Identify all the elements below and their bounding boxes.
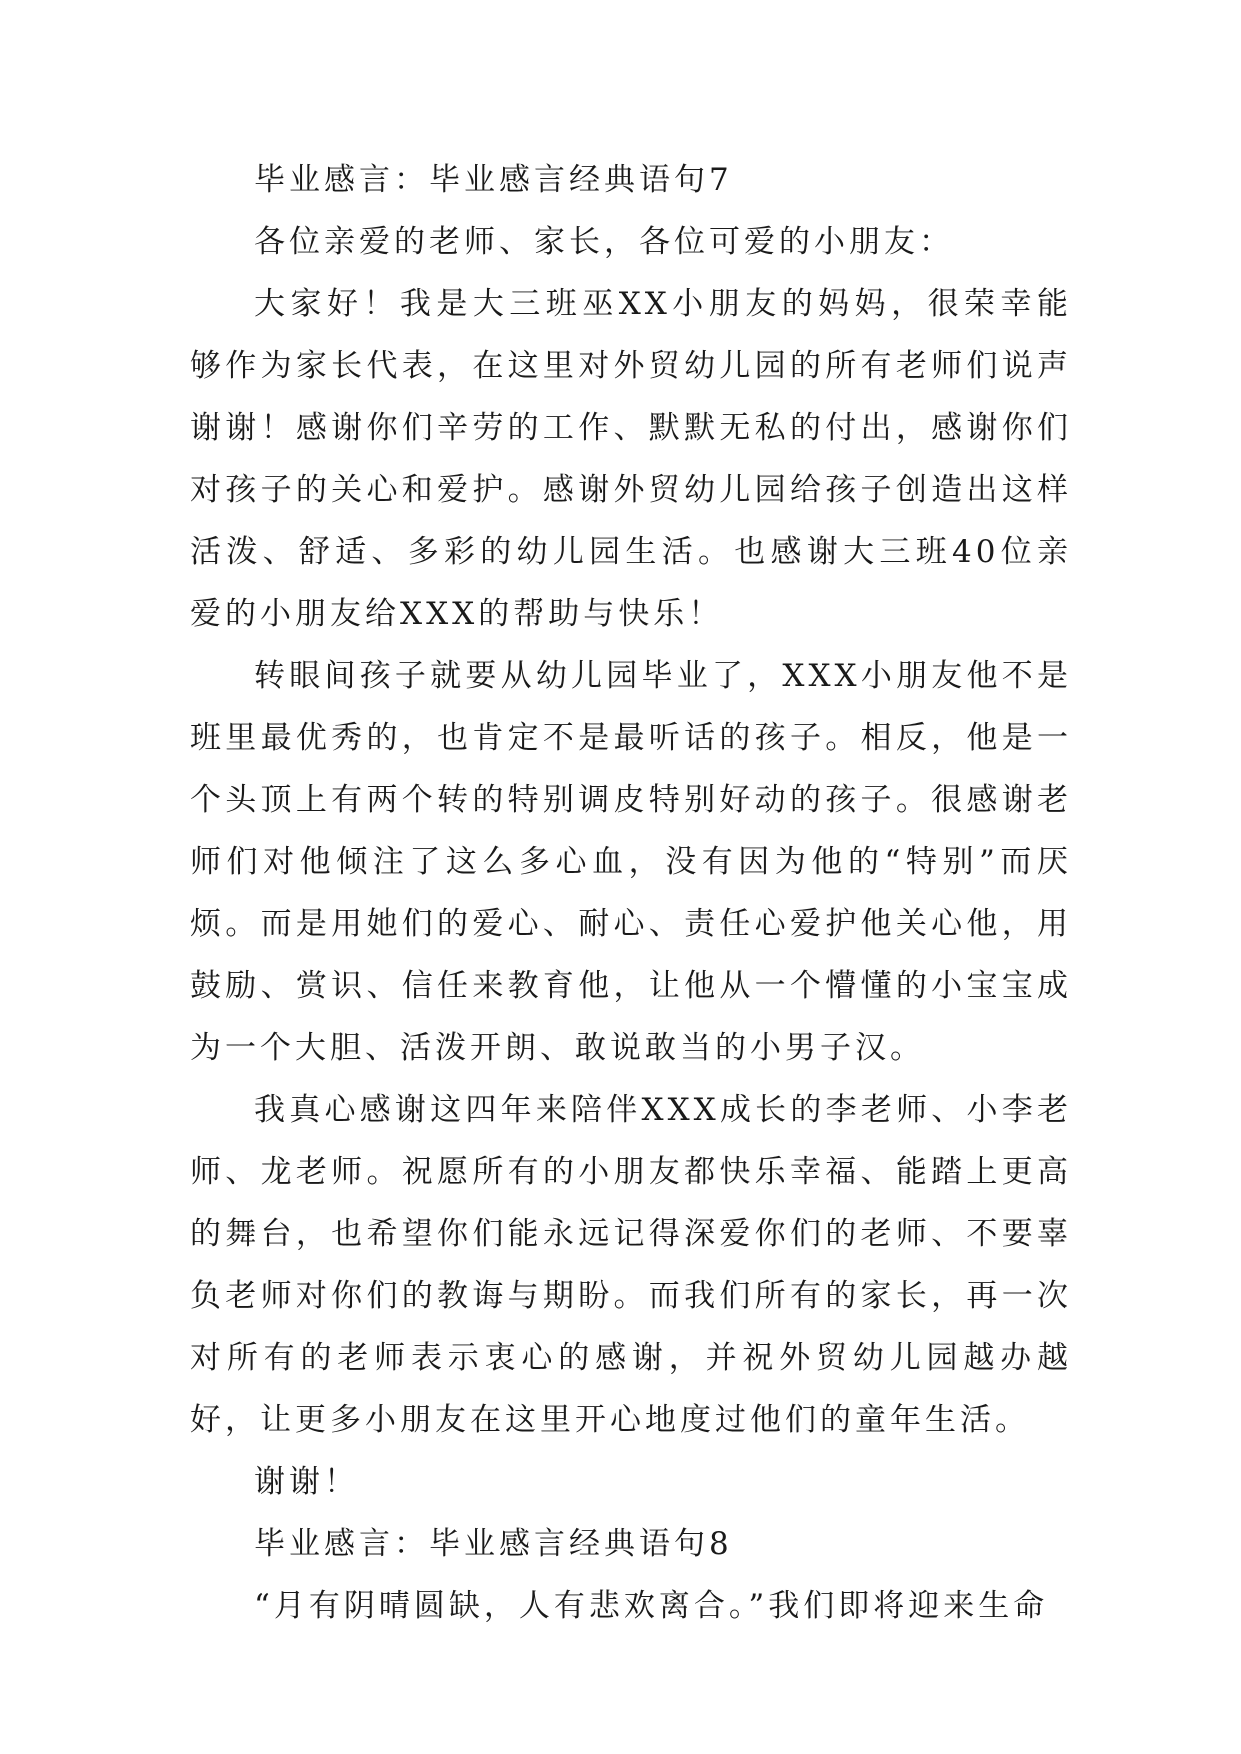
closing-thanks: 谢谢！ [254, 1464, 359, 1500]
salutation: 各位亲爱的老师、家长，各位可爱的小朋友： [254, 224, 954, 260]
body-paragraph: 转眼间孩子就要从幼儿园毕业了，XXX小朋友他不是班里最优秀的，也肯定不是最听话的孩子。相反，他是一个头顶上有两个转的特别调皮特别好动的孩子。很感谢老师们对他倾注了这么多心血，没有因为他的“特别”而厌烦。而是用她们的爱心、耐心、责任心爱护他关心他，用鼓励、赏识、信任来教育他，让他从一个懵懂的小宝宝成为一个大胆、活泼开朗、敢说敢当的小男子汉。 [190, 658, 1072, 1066]
body-paragraph: 我真心感谢这四年来陪伴XXX成长的李老师、小李老师、龙老师。祝愿所有的小朋友都快乐幸福、能踏上更高的舞台，也希望你们能永远记得深爱你们的老师、不要辜负老师对你们的教诲与期盼。而我们所有的家长，再一次对所有的老师表示衷心的感谢，并祝外贸幼儿园越办越好，让更多小朋友在这里开心地度过他们的童年生活。 [190, 1092, 1072, 1438]
section-heading: 毕业感言：毕业感言经典语句7 [254, 162, 733, 198]
section-heading: 毕业感言：毕业感言经典语句8 [254, 1526, 733, 1562]
body-paragraph: 大家好！我是大三班巫XX小朋友的妈妈，很荣幸能够作为家长代表，在这里对外贸幼儿园的所有老师们说声谢谢！感谢你们辛劳的工作、默默无私的付出，感谢你们对孩子的关心和爱护。感谢外贸幼儿园给孩子创造出这样活泼、舒适、多彩的幼儿园生活。也感谢大三班40位亲爱的小朋友给XXX的帮助与快乐！ [190, 286, 1072, 632]
document-body [190, 149, 1072, 1637]
body-paragraph: “月有阴晴圆缺，人有悲欢离合。”我们即将迎来生命 [254, 1588, 1049, 1624]
